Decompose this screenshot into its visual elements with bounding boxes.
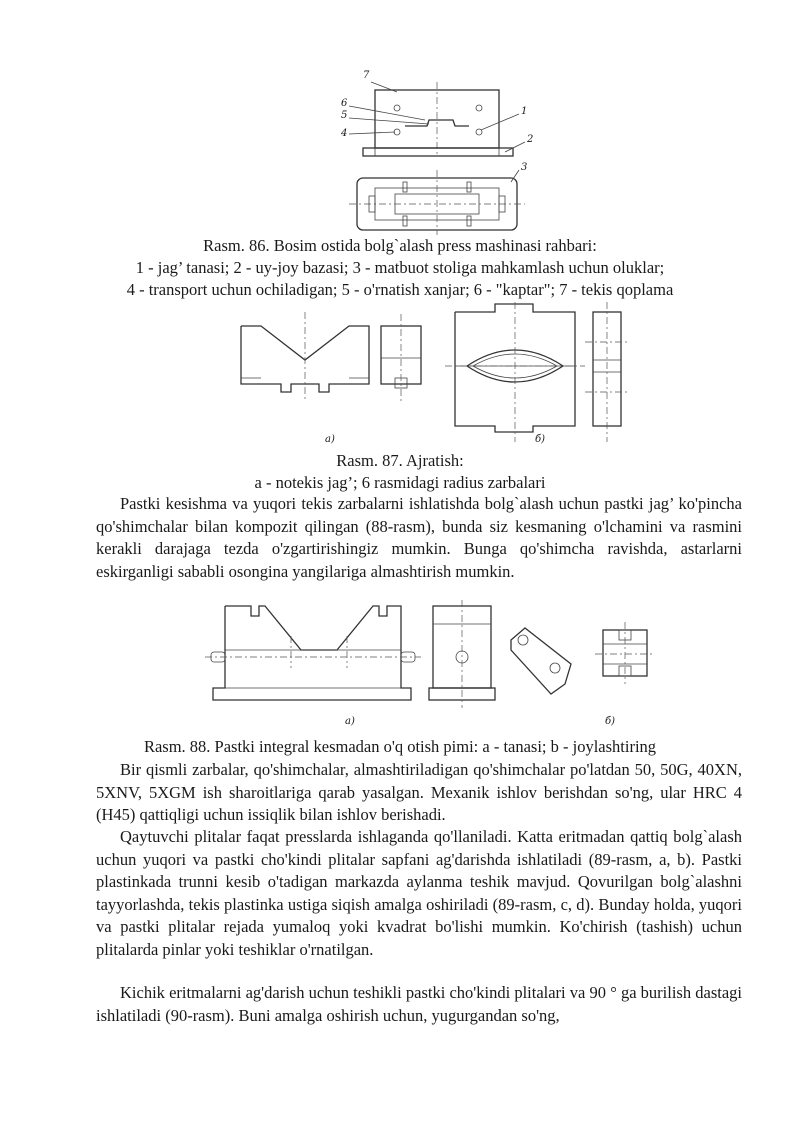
callout-2: 2 — [527, 134, 534, 145]
figure-86-caption-title: Rasm. 86. Bosim ostida bolg`alash press mashinasi rahbari: — [203, 236, 597, 255]
figure-86-drawing — [335, 70, 555, 235]
paragraph-upsetting-plates: Qaytuvchi plitalar faqat presslarda ishlaganda qo'llaniladi. Katta eritmadan qattiq bolg`alash uchun yuqori va pastki cho'kindi plitalar sapfani ag'darishda ishlatiladi (89-rasm, a, b). Pastki plastinkada trunni kesib o'tadigan markazda aylanma teshik mavjud. Qovurilgan bolg`alashni tayyorlashda, tekis plastinka ustiga siqish amalga oshiriladi (89-rasm, c, d). Bunday holda, yuqori va pastki plitalar rejada yumaloq yoki kvadrat bo'lishi mumkin. Ko'chirish (tashish) uchun plitalarda pinlar yoki teshiklar o'rnatilgan. — [96, 827, 742, 959]
figure-88-caption: Rasm. 88. Pastki integral kesmadan o'q otish pimi: a - tanasi; b - joylashtiring — [143, 737, 657, 756]
callout-7: 7 — [363, 70, 370, 81]
paragraph-small-upsetting: Kichik eritmalarni ag'darish uchun teshikli pastki cho'kindi plitalari va 90 ° ga burilish dastagi ishlatiladi (90-rasm). Buni amalga oshirish uchun, yugurgandan so'ng, — [96, 983, 742, 1025]
figure-88-drawing — [205, 600, 655, 728]
figure-87-caption-title: Rasm. 87. Ajratish: — [336, 451, 464, 470]
callout-6: 6 — [341, 98, 348, 109]
figure-87 — [235, 302, 655, 450]
figure-86-caption-line2: 4 - transport uchun ochiladigan; 5 - o'rnatish xanjar; 6 - "kaptar"; 7 - tekis qoplama — [126, 280, 674, 299]
callout-3: 3 — [521, 162, 528, 173]
callout-5: 5 — [341, 110, 348, 121]
figure-87-sublabel-a: a) — [325, 434, 335, 445]
paragraph-composite-jaw: Pastki kesishma va yuqori tekis zarbalarni ishlatishda bolg`alash uchun pastki jag’ ko'pincha qo'shimchalar bilan kompozit qilingan (88-rasm), bunda siz kesmaning o'lchamini va rasmini kerakli darajaga tezda o'zgartirishingiz mumkin. Bunga qo'shimcha ravishda, astarlarni eskirganligi sababli osongina yangilariga almashtirish mumkin. — [96, 494, 742, 581]
figure-86-caption-line1: 1 - jag’ tanasi; 2 - uy-joy bazasi; 3 - matbuot stoliga mahkamlash uchun oluklar; — [135, 258, 665, 277]
insert-part — [511, 628, 571, 694]
figure-86 — [335, 70, 555, 235]
paragraph-steel-grades: Bir qismli zarbalar, qo'shimchalar, almashtiriladigan qo'shimchalar po'latdan 50, 50G, 40XN, 5XNV, 5XGM ish sharoitlariga qarab yasalgan. Mexanik ishlov berishdan so'ng, ular HRC 4 (H45) qattiqligi uchun issiqlik bilan ishlov berishadi. — [96, 760, 742, 824]
integral-body-front-view — [213, 606, 411, 700]
figure-87-sublabel-b: б) — [535, 434, 546, 445]
callout-4: 4 — [341, 128, 348, 139]
callout-1: 1 — [521, 106, 528, 117]
figure-88 — [205, 600, 655, 728]
figure-87-caption-line1: a - notekis jag’; 6 rasmidagi radius zarbalari — [254, 473, 546, 492]
figure-87-drawing — [235, 302, 655, 450]
base-plate — [363, 148, 513, 156]
figure-88-sublabel-b: б) — [605, 716, 616, 727]
figure-88-sublabel-a: a) — [345, 716, 355, 727]
